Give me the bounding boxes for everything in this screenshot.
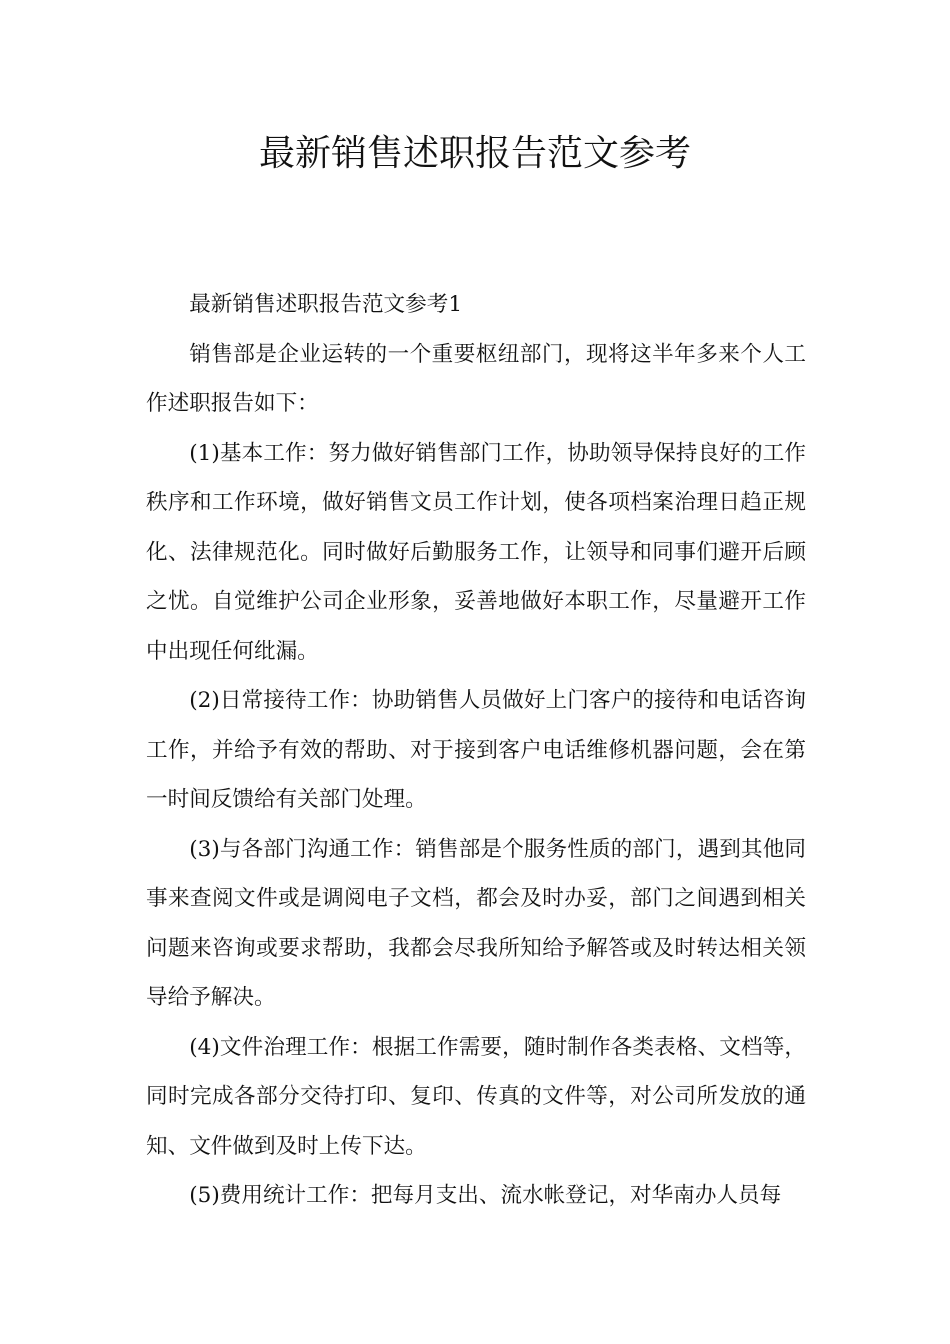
paragraph-communication-work: (3)与各部门沟通工作：销售部是个服务性质的部门，遇到其他同事来查阅文件或是调阅电子文档，都会及时办妥，部门之间遇到相关问题来咨询或要求帮助，我都会尽我所知给予解答或及时转达相关领导给予解决。	[146, 836, 806, 1010]
document-title: 最新销售述职报告范文参考	[258, 133, 691, 174]
paragraph-basic-work: (1)基本工作：努力做好销售部门工作，协助领导保持良好的工作秩序和工作环境，做好销售文员工作计划，使各项档案治理日趋正规化、法律规范化。同时做好后勤服务工作，让领导和同事们避开后顾之忧。自觉维护公司企业形象，妥善地做好本职工作，尽量避开工作中出现任何纰漏。	[146, 440, 806, 664]
paragraph-document-management: (4)文件治理工作：根据工作需要，随时制作各类表格、文档等，同时完成各部分交待打印、复印、传真的文件等，对公司所发放的通知、文件做到及时上传下达。	[146, 1034, 806, 1159]
paragraph-expense-statistics: (5)费用统计工作：把每月支出、流水帐登记，对华南办人员每	[189, 1183, 782, 1208]
document-body	[146, 280, 806, 1221]
paragraph-intro: 销售部是企业运转的一个重要枢纽部门，现将这半年多来个人工作述职报告如下：	[146, 341, 806, 416]
paragraph-reception-work: (2)日常接待工作：协助销售人员做好上门客户的接待和电话咨询工作，并给予有效的帮助、对于接到客户电话维修机器问题，会在第一时间反馈给有关部门处理。	[146, 688, 806, 812]
section-heading: 最新销售述职报告范文参考1	[189, 292, 463, 317]
